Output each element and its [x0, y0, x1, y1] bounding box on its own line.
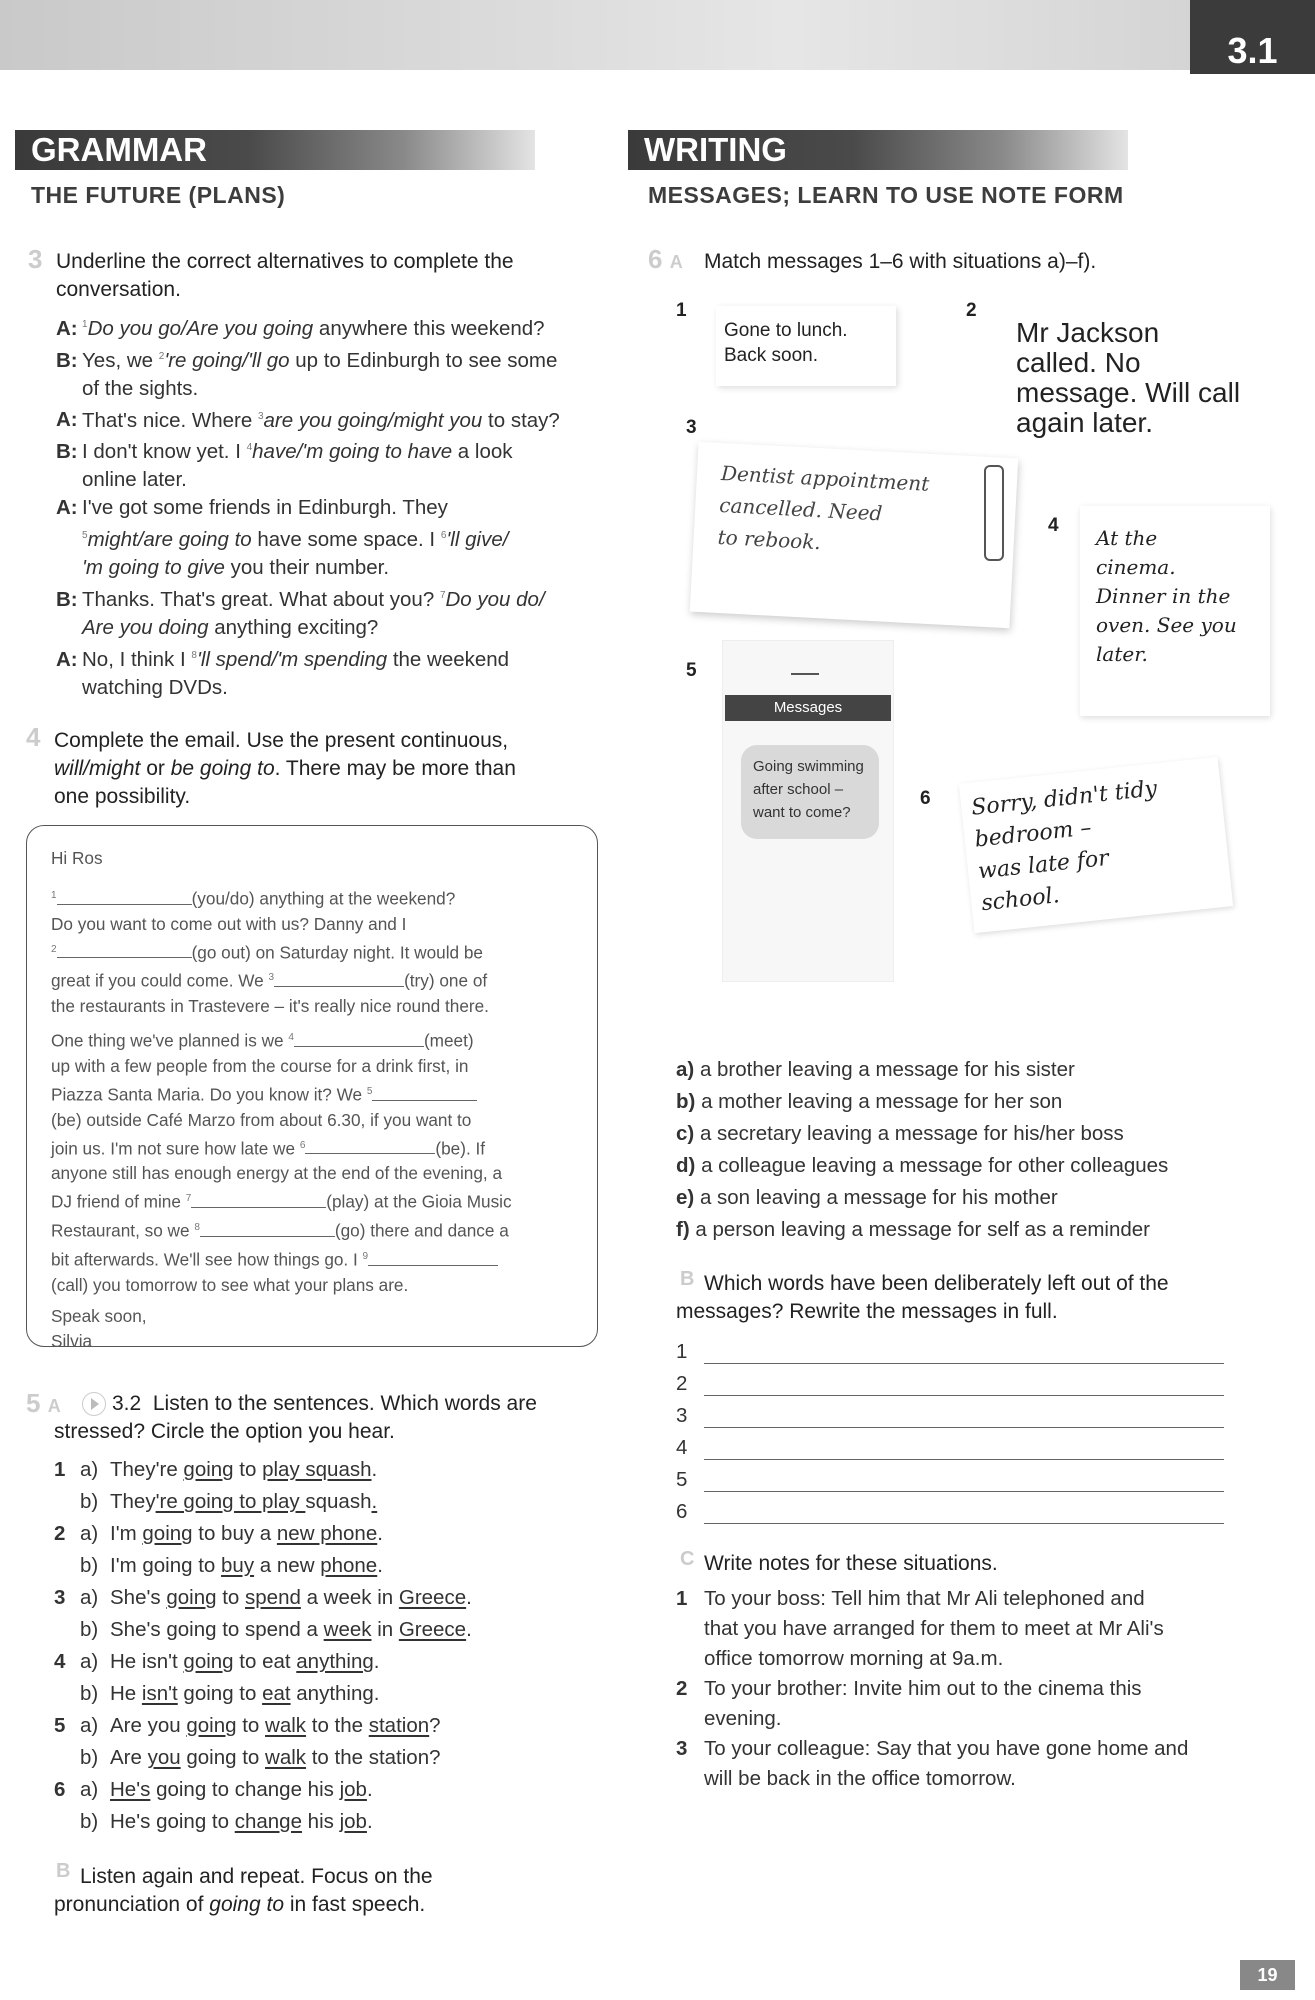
message-1-note: Gone to lunch. Back soon. — [716, 306, 896, 386]
stress-option[interactable]: 5 a) Are you going to walk to the station? — [54, 1714, 441, 1737]
rewrite-line[interactable]: 1 — [676, 1340, 688, 1363]
gap-7[interactable] — [191, 1207, 326, 1208]
situation-item: a) a brother leaving a message for his sister — [676, 1058, 1075, 1081]
stress-option[interactable]: 2 a) I'm going to buy a new phone. — [54, 1522, 383, 1545]
gap-2[interactable] — [57, 957, 192, 958]
message-5-bubble: Going swimming after school – want to come? — [741, 745, 879, 839]
message-2-note: Mr Jackson called. No message. Will call again later. — [1016, 317, 1241, 438]
message-number: 5 — [686, 660, 697, 681]
exercise-5-instruction: 3.2 Listen to the sentences. Which words are stressed? Circle the option you hear. — [54, 1392, 537, 1443]
gap-3[interactable] — [274, 986, 404, 987]
exercise-6c-label: C — [680, 1548, 695, 1570]
rewrite-line[interactable]: 6 — [676, 1500, 688, 1523]
phone-speaker — [791, 673, 819, 675]
notes-item: 1 To your boss: Tell him that Mr Ali telephoned and that you have arranged for them to meet at Mr Ali's office tomorrow morning at 9a.m. — [676, 1587, 1164, 1670]
dialogue-line: A: I've got some friends in Edinburgh. They — [56, 496, 448, 520]
exercise-6c-instruction: Write notes for these situations. — [704, 1552, 998, 1575]
notes-situations — [676, 1584, 1276, 1794]
stress-option[interactable]: 3 a) She's going to spend a week in Greece. — [54, 1586, 472, 1609]
message-number: 3 — [686, 417, 697, 438]
message-6-note: Sorry, didn't tidy bedroom – was late for school. — [959, 757, 1233, 933]
stress-option[interactable]: 4 a) He isn't going to eat anything. — [54, 1650, 380, 1673]
exercise-4-number: 4 — [26, 722, 41, 752]
message-4-note: At the cinema. Dinner in the oven. See you later. — [1080, 506, 1270, 716]
stress-option[interactable]: b) He's going to change his job. — [80, 1810, 373, 1833]
exercise-6a-instruction: Match messages 1–6 with situations a)–f). — [704, 250, 1097, 273]
rewrite-line[interactable]: 4 — [676, 1436, 688, 1459]
gap-9[interactable] — [368, 1265, 498, 1266]
gap-4[interactable] — [294, 1046, 424, 1047]
rewrite-lines — [676, 1336, 1276, 1526]
notes-item: 2 To your brother: Invite him out to the cinema this evening. — [676, 1677, 1142, 1730]
exercise-4-instruction: Complete the email. Use the present continuous, will/might or be going to. There may be more than one possibility. — [54, 729, 516, 808]
dialogue-line: A: No, I think I $^8$'ll spend/'m spending the weekend watching DVDs. — [56, 647, 510, 699]
dialogue-line: B: I don't know yet. I $^4$have/'m going to have a look online later. — [56, 440, 513, 492]
exercise-6-number: 6 A — [648, 244, 683, 274]
situation-item: f) a person leaving a message for self as a reminder — [676, 1218, 1151, 1241]
dialogue-line: $^5$might/are going to have some space. I $^6$'ll give/ — [82, 528, 509, 552]
email-box: Hi Ros $^1$ (you/do) anything at the weekend? Do you want to come out with us? Danny and I $^2$ (go out) on Saturday night. It would be great if you could come. We $^3$ (try) one of the restaurants in Trastevere – it's really nice round there. One thing we've planned is we $^4$ (meet) up with a few people from the course for a drink first, in Piazza Santa Maria. Do you know it? We $^5$ (be) outside Café Marzo from about 6.30, if you want to join us. I'm not sure how late we $^6$ (be). If anyone still has enough energy at the end of the evening, a DJ friend of mine $^7$ (play) at the Gioia Music Restaurant, so we $^8$ (go) there and dance a bit afterwards. We'll see how things go. I $^9$ (call) you tomorrow to see what your plans are. Speak soon, Silvia — [26, 825, 598, 1347]
notes-item: 3 To your colleague: Say that you have gone home and will be back in the office tomorrow. — [676, 1737, 1189, 1790]
top-banner — [0, 0, 1315, 70]
rewrite-line[interactable]: 3 — [676, 1404, 688, 1427]
phone-screen — [722, 640, 894, 982]
situation-item: c) a secretary leaving a message for his/her boss — [676, 1122, 1124, 1145]
rewrite-line[interactable]: 5 — [676, 1468, 688, 1491]
writing-section-title: WRITING — [628, 130, 1128, 170]
stress-option[interactable]: b) They're going to play squash. — [80, 1490, 378, 1513]
dialogue-line: B: Thanks. That's great. What about you? $^7$Do you do/ — [56, 587, 545, 611]
message-number: 4 — [1048, 515, 1059, 536]
page-number: 19 — [1240, 1960, 1295, 1990]
stress-option[interactable]: b) Are you going to walk to the station? — [80, 1746, 441, 1769]
exercise-3-instruction: Underline the correct alternatives to complete the conversation. — [56, 250, 514, 301]
gap-1[interactable] — [57, 904, 192, 905]
exercise-5b-label: B — [56, 1860, 71, 1882]
dialogue-line: Are you doing anything exciting? — [82, 615, 379, 639]
situations-list — [676, 1054, 1276, 1246]
grammar-column — [15, 130, 595, 209]
messages-header: Messages — [725, 695, 891, 721]
email-greeting: Hi Ros — [51, 848, 103, 868]
message-3-note: Dentist appointment cancelled. Need to rebook. — [690, 442, 1018, 629]
grammar-subtitle: THE FUTURE (PLANS) — [31, 182, 286, 208]
dialogue-line: A: $^1$Do you go/Are you going anywhere this weekend? — [56, 316, 545, 340]
message-number: 1 — [676, 300, 687, 321]
message-number: 2 — [966, 300, 977, 321]
gap-6[interactable] — [305, 1153, 435, 1154]
exercise-5b-instruction: Listen again and repeat. Focus on the pronunciation of going to in fast speech. — [54, 1865, 433, 1916]
stress-option[interactable]: 1 a) They're going to play squash. — [54, 1458, 378, 1481]
rewrite-line[interactable]: 2 — [676, 1372, 688, 1395]
situation-item: e) a son leaving a message for his mother — [676, 1186, 1058, 1209]
exercise-5-items — [54, 1454, 594, 1838]
situation-item: d) a colleague leaving a message for other colleagues — [676, 1154, 1169, 1177]
stress-option[interactable]: b) I'm going to buy a new phone. — [80, 1554, 383, 1577]
writing-column — [628, 130, 1253, 209]
exercise-3-dialogue — [56, 311, 596, 702]
exercise-5-number: 5 A — [26, 1388, 61, 1418]
dialogue-line: B: Yes, we $^2$'re going/'ll go up to Edinburgh to see some of the sights. — [56, 348, 558, 400]
stress-option[interactable]: b) He isn't going to eat anything. — [80, 1682, 380, 1705]
situation-item: b) a mother leaving a message for her son — [676, 1090, 1063, 1113]
gap-5[interactable] — [372, 1100, 477, 1101]
exercise-3-number: 3 — [28, 244, 43, 274]
grammar-section-title: GRAMMAR — [15, 130, 535, 170]
stress-option[interactable]: b) She's going to spend a week in Greece. — [80, 1618, 472, 1641]
gap-8[interactable] — [200, 1236, 335, 1237]
paperclip-icon — [984, 465, 1004, 561]
exercise-6b-label: B — [680, 1268, 695, 1290]
unit-number-tab: 3.1 — [1190, 0, 1315, 74]
stress-option[interactable]: 6 a) He's going to change his job. — [54, 1778, 373, 1801]
message-number: 6 — [920, 788, 931, 809]
dialogue-line: 'm going to give you their number. — [82, 556, 390, 580]
writing-subtitle: MESSAGES; LEARN TO USE NOTE FORM — [648, 182, 1124, 208]
dialogue-line: A: That's nice. Where $^3$are you going/might you to stay? — [56, 408, 560, 432]
exercise-6b-instruction: Which words have been deliberately left out of the messages? Rewrite the messages in full. — [676, 1272, 1169, 1323]
